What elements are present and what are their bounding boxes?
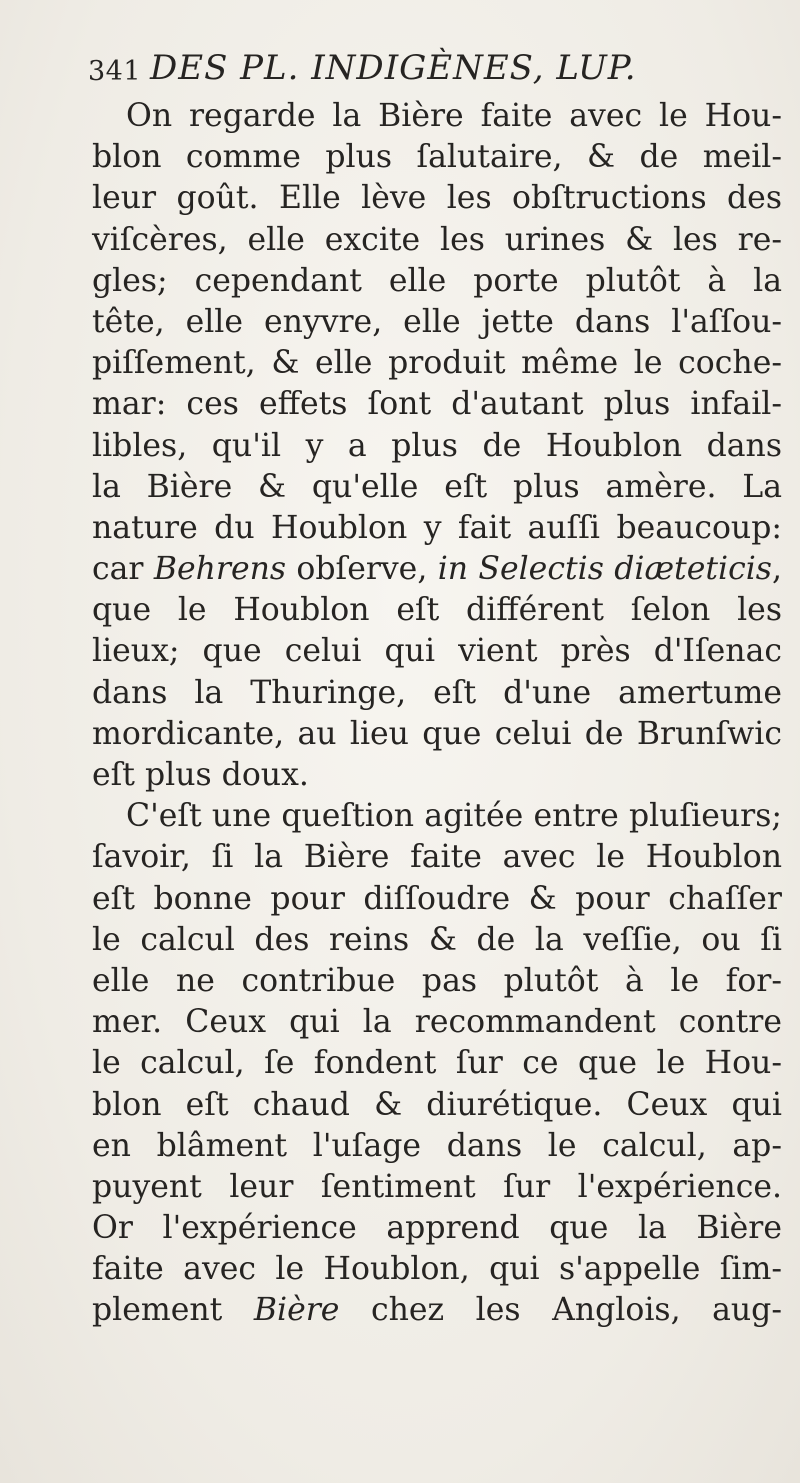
text-line: en blâment l'uſage dans le calcul, ap-: [92, 1127, 782, 1164]
text-line: faite avec le Houblon, qui s'appelle ſim-: [92, 1251, 782, 1288]
paragraph-2: [92, 796, 782, 1331]
text-line: leur goût. Elle lève les obſtructions des: [92, 180, 782, 217]
text-line: mar: ces effets ſont d'autant plus infail-: [92, 386, 782, 423]
running-title: DES PL. INDIGÈNES, LUP.: [150, 48, 637, 88]
text-line: viſcères, elle excite les urines & les re-: [92, 221, 782, 258]
text-line: mer. Ceux qui la recommandent contre: [92, 1004, 782, 1041]
page-number: 341: [88, 56, 142, 87]
text-line: le calcul, ſe fondent ſur ce que le Hou-: [92, 1045, 782, 1082]
text-line: la Bière & qu'elle eſt plus amère. La: [92, 468, 782, 505]
text-span: chez les Anglois, aug-: [339, 1292, 782, 1329]
text-line-citation: [92, 549, 782, 590]
italic-term: Bière: [253, 1292, 340, 1329]
text-line: le calcul des reins & de la veſſie, ou ſi: [92, 921, 782, 958]
work-title: in Selectis diæteticis: [437, 551, 772, 588]
running-head: [88, 48, 788, 96]
text-line: eſt bonne pour diſſoudre & pour chaſſer: [92, 880, 782, 917]
text-line: blon eſt chaud & diurétique. Ceux qui: [92, 1086, 782, 1123]
text-line: lieux; que celui qui vient près d'Iſenac: [92, 633, 782, 670]
text-span: plement: [92, 1292, 254, 1329]
text-line-catchword: [92, 1290, 782, 1331]
paragraph-1: [92, 96, 782, 796]
text-span: obſerve,: [286, 551, 438, 588]
text-line-last: eſt plus doux.: [92, 757, 309, 793]
text-line: mordicante, au lieu que celui de Brunſwic: [92, 715, 782, 752]
text-span: ,: [771, 551, 782, 588]
text-line: nature du Houblon y fait auſſi beaucoup:: [92, 509, 782, 546]
text-line: blon comme plus ſalutaire, & de meil-: [92, 139, 782, 176]
text-span: car: [92, 551, 154, 588]
text-line: que le Houblon eſt différent ſelon les: [92, 592, 782, 629]
body-text: [92, 96, 782, 1332]
text-line: gles; cependant elle porte plutôt à la: [92, 262, 782, 299]
text-line: tête, elle enyvre, elle jette dans l'aſſou-: [92, 303, 782, 340]
text-line: On regarde la Bière faite avec le Hou-: [126, 98, 782, 134]
author-name: Behrens: [153, 551, 287, 588]
text-line: dans la Thuringe, eſt d'une amertume: [92, 674, 782, 711]
text-line: ſavoir, ſi la Bière faite avec le Houblon: [92, 839, 782, 876]
text-line: Or l'expérience apprend que la Bière: [92, 1210, 782, 1247]
text-line: C'eſt une queſtion agitée entre pluſieurs;: [126, 798, 782, 835]
text-line: puyent leur ſentiment ſur l'expérience.: [92, 1168, 782, 1205]
text-line: libles, qu'il y a plus de Houblon dans: [92, 427, 782, 464]
text-line: elle ne contribue pas plutôt à le for-: [92, 962, 782, 999]
text-line: piſſement, & elle produit même le coche-: [92, 345, 782, 382]
